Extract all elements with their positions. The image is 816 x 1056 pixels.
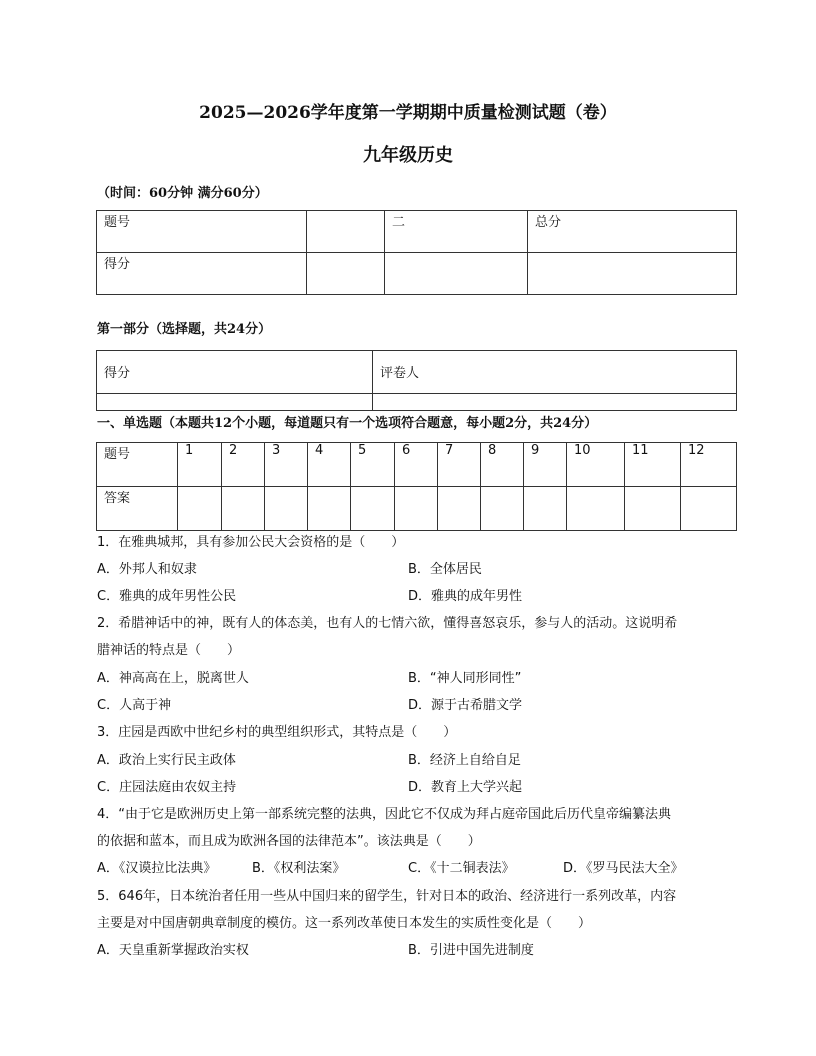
option-c: C．人高于神 <box>97 698 172 713</box>
question-number-cell: 10 <box>567 443 625 487</box>
score-table-cell: 得分 <box>97 253 307 295</box>
question-number-cell: 6 <box>395 443 438 487</box>
answer-table-answer-row <box>97 487 737 531</box>
question-number-cell: 9 <box>524 443 567 487</box>
score-table-cell: 题号 <box>97 211 307 253</box>
question-number-cell: 5 <box>351 443 395 487</box>
grader-name-blank <box>373 394 737 411</box>
question-stem-continued: 的依据和蓝本，而且成为欧洲各国的法律范本”。该法典是（ ） <box>97 834 481 849</box>
answer-cell <box>681 487 737 531</box>
answer-cell <box>567 487 625 531</box>
option-a: A．神高高在上，脱离世人 <box>97 671 249 686</box>
option-d: D．源于古希腊文学 <box>408 698 523 713</box>
exam-title: 2025—2026学年度第一学期期中质量检测试题（卷） <box>199 103 617 123</box>
answer-cell <box>481 487 524 531</box>
option-c: C．庄园法庭由农奴主持 <box>97 780 237 795</box>
answer-header-label: 题号 <box>97 443 178 487</box>
answer-table-header-row <box>97 443 737 487</box>
answer-cell <box>308 487 351 531</box>
grader-table-row <box>97 351 737 394</box>
question-number-cell: 7 <box>438 443 481 487</box>
answer-cell <box>351 487 395 531</box>
question-stem-continued: 主要是对中国唐朝典章制度的模仿。这一系列改革使日本发生的实质性变化是（ ） <box>97 916 592 931</box>
grader-name-label: 评卷人 <box>373 351 737 394</box>
score-table-cell <box>385 253 528 295</box>
exam-subject: 九年级历史 <box>363 145 453 166</box>
answer-cell <box>222 487 265 531</box>
score-table-cell: 总分 <box>528 211 737 253</box>
answer-cell <box>524 487 567 531</box>
score-table-cell <box>307 253 385 295</box>
score-table <box>96 210 737 295</box>
option-b: B．引进中国先进制度 <box>408 943 534 958</box>
score-table-cell: 二 <box>385 211 528 253</box>
answer-cell <box>438 487 481 531</box>
question-number-cell: 8 <box>481 443 524 487</box>
answer-cell <box>625 487 681 531</box>
question-stem: 5．646年，日本统治者任用一些从中国归来的留学生，针对日本的政治、经济进行一系列改革，内容 <box>97 889 677 904</box>
option-d: D．雅典的成年男性 <box>408 589 523 604</box>
option-c: C．雅典的成年男性公民 <box>97 589 237 604</box>
option-c: C．《十二铜表法》 <box>408 861 515 876</box>
question-stem: 1．在雅典城邦，具有参加公民大会资格的是（ ） <box>97 535 405 550</box>
time-note: （时间：60分钟 满分60分） <box>97 186 268 201</box>
question-number-cell: 2 <box>222 443 265 487</box>
grader-score-blank <box>97 394 373 411</box>
answer-cell <box>265 487 308 531</box>
question-number-cell: 1 <box>178 443 222 487</box>
part1-title: 第一部分（选择题，共24分） <box>97 322 272 337</box>
question-stem-continued: 腊神话的特点是（ ） <box>97 643 241 658</box>
option-d: D．《罗马民法大全》 <box>563 861 684 876</box>
answer-cell <box>178 487 222 531</box>
grader-table <box>96 350 737 411</box>
question-number-cell: 12 <box>681 443 737 487</box>
question-stem: 4．“由于它是欧洲历史上第一部系统完整的法典，因此它不仅成为拜占庭帝国此后历代皇帝编纂法典 <box>97 807 672 822</box>
option-b: B．《权利法案》 <box>252 861 346 876</box>
option-a: A．外邦人和奴隶 <box>97 562 197 577</box>
grader-table-row <box>97 394 737 411</box>
score-table-row <box>97 253 737 295</box>
option-a: A．《汉谟拉比法典》 <box>97 861 217 876</box>
option-b: B．全体居民 <box>408 562 482 577</box>
option-b: B．“神人同形同性” <box>408 671 522 686</box>
score-table-cell <box>528 253 737 295</box>
question-type-heading: 一、单选题（本题共12个小题，每道题只有一个选项符合题意，每小题2分，共24分） <box>97 416 598 431</box>
option-a: A．天皇重新掌握政治实权 <box>97 943 249 958</box>
grader-score-label: 得分 <box>97 351 373 394</box>
question-number-cell: 4 <box>308 443 351 487</box>
question-number-cell: 11 <box>625 443 681 487</box>
option-a: A．政治上实行民主政体 <box>97 753 236 768</box>
option-b: B．经济上自给自足 <box>408 753 521 768</box>
answer-row-label: 答案 <box>97 487 178 531</box>
answer-cell <box>395 487 438 531</box>
score-table-cell <box>307 211 385 253</box>
question-stem: 3．庄园是西欧中世纪乡村的典型组织形式，其特点是（ ） <box>97 725 457 740</box>
question-stem: 2．希腊神话中的神，既有人的体态美，也有人的七情六欲，懂得喜怒哀乐，参与人的活动。这说明希 <box>97 616 678 631</box>
answer-table <box>96 442 737 531</box>
score-table-row <box>97 211 737 253</box>
question-number-cell: 3 <box>265 443 308 487</box>
option-d: D．教育上大学兴起 <box>408 780 523 795</box>
